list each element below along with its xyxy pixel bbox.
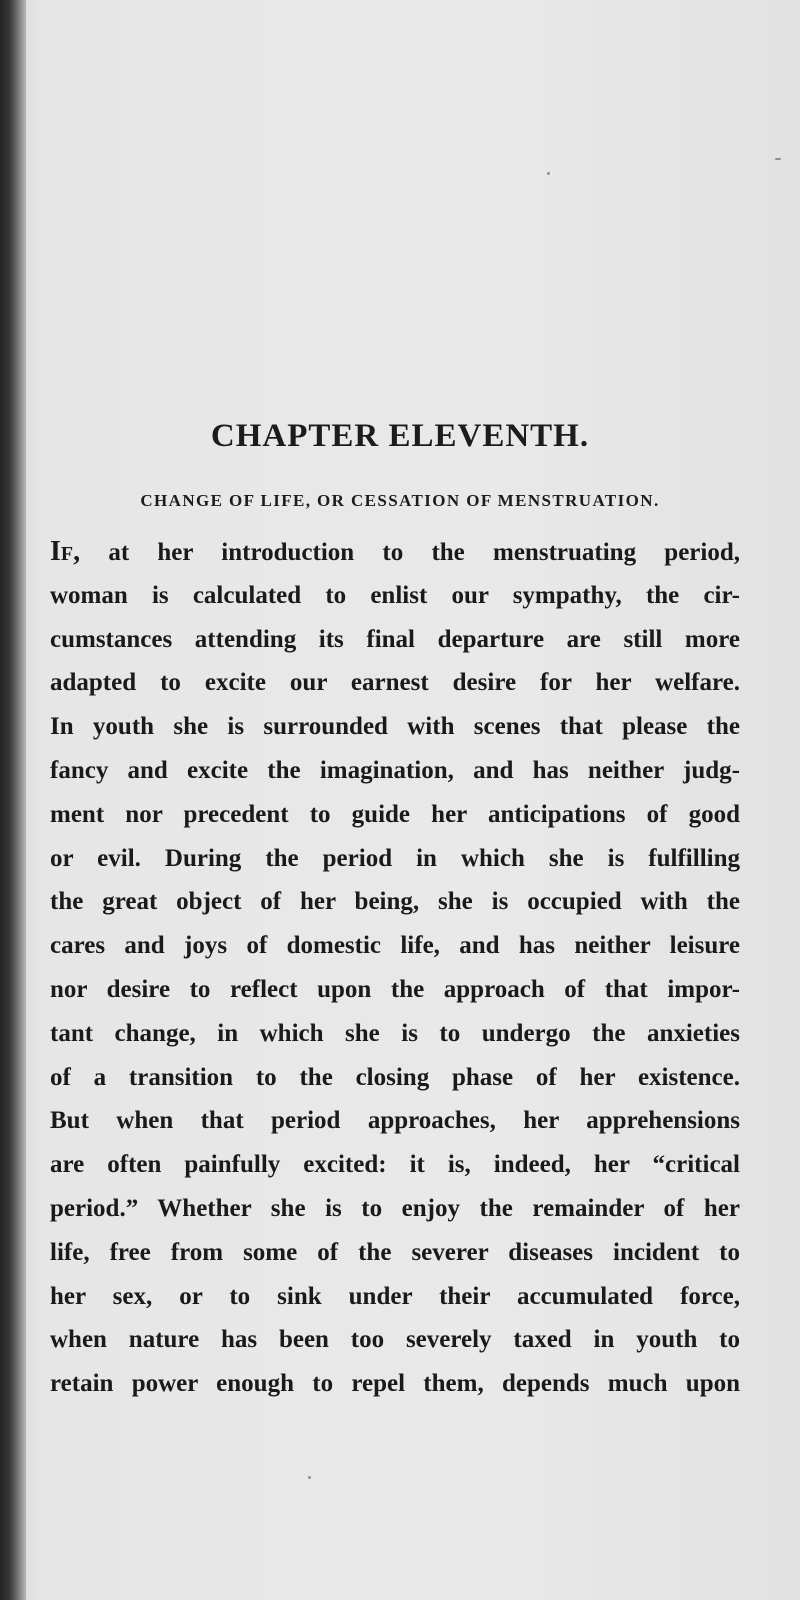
- text-line: [50, 530, 740, 574]
- book-spine-shadow: [0, 0, 26, 1600]
- text-line: of a transition to the closing phase of her existence.: [50, 1063, 740, 1091]
- chapter-subtitle: CHANGE OF LIFE, OR CESSATION OF MENSTRUATION.: [140, 491, 660, 510]
- text-line: her sex, or to sink under their accumulated force,: [50, 1282, 740, 1310]
- text-line: woman is calculated to enlist our sympathy, the cir-: [50, 581, 740, 609]
- text-line: are often painfully excited: it is, indeed, her “critical: [50, 1151, 740, 1179]
- text-line: tant change, in which she is to undergo the anxieties: [50, 1019, 740, 1047]
- page-speck: [547, 172, 550, 175]
- chapter-title: CHAPTER ELEVENTH.: [210, 418, 590, 454]
- text-line: ment nor precedent to guide her anticipations of good: [50, 800, 740, 828]
- text-line: cares and joys of domestic life, and has neither leisure: [50, 932, 740, 960]
- text-line: life, free from some of the severer diseases incident to: [50, 1238, 740, 1266]
- page-speck: [775, 158, 781, 160]
- text-line: adapted to excite our earnest desire for her welfare.: [50, 669, 740, 697]
- text-line: In youth she is surrounded with scenes that please the: [50, 713, 740, 741]
- text-line: the great object of her being, she is occupied with the: [50, 888, 740, 916]
- text-line: retain power enough to repel them, depends much upon: [50, 1370, 740, 1398]
- text-line: fancy and excite the imagination, and has neither judg-: [50, 756, 740, 784]
- body-paragraph: [50, 530, 740, 1406]
- page-speck: [308, 1476, 311, 1479]
- text-line-content: at her introduction to the menstruating period,: [80, 539, 740, 566]
- text-line: cumstances attending its final departure are still more: [50, 625, 740, 653]
- text-line: or evil. During the period in which she is fulfilling: [50, 844, 740, 872]
- text-line: when nature has been too severely taxed in youth to: [50, 1326, 740, 1354]
- opening-word: If,: [50, 536, 81, 567]
- text-line: period.” Whether she is to enjoy the remainder of her: [50, 1194, 740, 1222]
- text-line: But when that period approaches, her apprehensions: [50, 1107, 740, 1135]
- text-line: nor desire to reflect upon the approach of that impor-: [50, 975, 740, 1003]
